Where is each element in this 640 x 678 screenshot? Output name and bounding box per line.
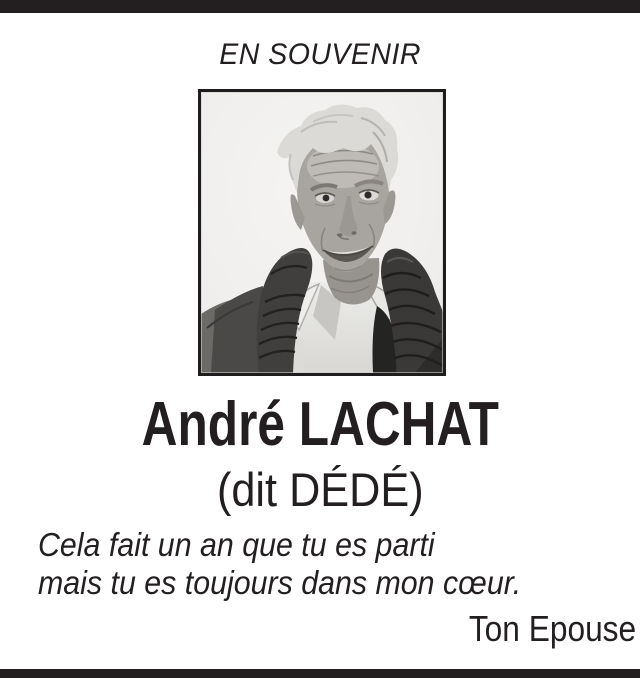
deceased-name-text: André LACHAT: [141, 390, 499, 459]
top-rule: [0, 0, 640, 13]
deceased-name: [0, 390, 640, 459]
signature-text: Ton Epouse: [468, 608, 636, 649]
memorial-photo: [201, 92, 443, 373]
section-label-text: EN SOUVENIR: [219, 38, 421, 71]
photo-frame: [198, 89, 446, 376]
deceased-nickname: [0, 463, 640, 516]
message-line-1: Cela fait un an que tu es parti: [38, 526, 435, 563]
section-label: [0, 40, 640, 70]
bottom-rule: [0, 669, 640, 678]
message-line-2: mais tu es toujours dans mon cœur.: [38, 564, 522, 601]
signature: [446, 609, 636, 649]
deceased-nickname-text: (dit DÉDÉ): [216, 463, 424, 516]
memorial-message: [38, 526, 521, 602]
